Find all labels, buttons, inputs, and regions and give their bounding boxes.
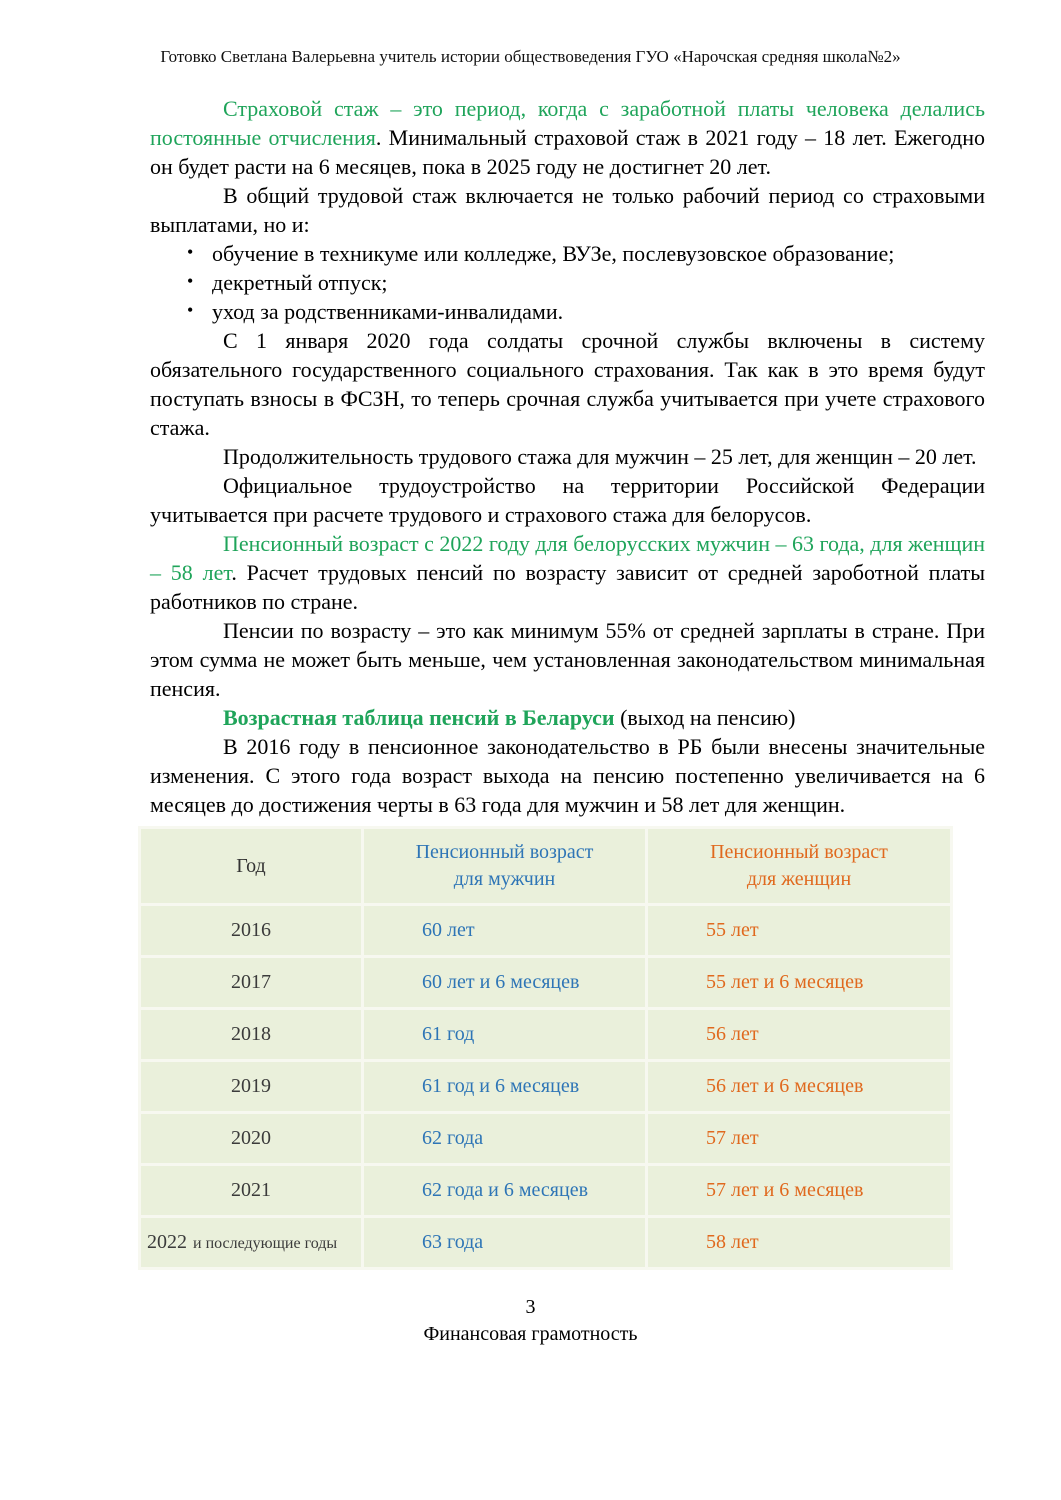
year-value: 2020 bbox=[231, 1127, 271, 1149]
paragraph-experience-duration: Продолжительность трудового стажа для мужчин – 25 лет, для женщин – 20 лет. bbox=[223, 444, 977, 469]
footer-title: Финансовая грамотность bbox=[423, 1323, 638, 1345]
year-cell bbox=[140, 1009, 363, 1061]
document-header: Готовко Светлана Валерьевна учитель истории обществоведения ГУО «Нарочская средняя школа№2» bbox=[160, 47, 901, 66]
paragraph-soldiers-insurance: С 1 января 2020 года солдаты срочной службы включены в систему обязательного государственного социального страхования. Так как в это время будут поступать взносы в ФСЗН, то теперь срочная служба учитывается при учете страхового стажа. bbox=[150, 328, 985, 440]
paragraph-pension-amount: Пенсии по возрасту – это как минимум 55% от средней зарплаты в стране. При этом сумма не может быть меньше, чем установленная законодательством минимальная пенсия. bbox=[150, 618, 985, 701]
year-cell bbox=[140, 1165, 363, 1217]
list-item bbox=[150, 297, 985, 326]
year-value: 2022 bbox=[147, 1230, 187, 1253]
list-item bbox=[150, 268, 985, 297]
women-age-cell: 55 лет bbox=[647, 905, 952, 957]
men-age-cell: 62 года и 6 месяцев bbox=[363, 1165, 647, 1217]
paragraph-work-experience-intro: В общий трудовой стаж включается не только рабочий период со страховыми выплатами, но и: bbox=[150, 183, 985, 237]
table-row bbox=[140, 1217, 952, 1269]
year-cell bbox=[140, 957, 363, 1009]
men-age-cell: 61 год bbox=[363, 1009, 647, 1061]
table-header-row bbox=[140, 828, 952, 905]
year-value: 2018 bbox=[231, 1023, 271, 1045]
year-cell bbox=[140, 1061, 363, 1113]
insurance-definition-highlight: Страховой стаж – это период, когда с заработной платы человека делались постоянные отчисления bbox=[150, 96, 985, 150]
men-age-cell: 63 года bbox=[363, 1217, 647, 1269]
pension-age-table bbox=[138, 826, 953, 1270]
bullet-icon: • bbox=[187, 271, 194, 291]
year-cell bbox=[140, 1217, 363, 1269]
column-header-men: Пенсионный возраст для мужчин bbox=[363, 828, 647, 905]
men-age-cell: 60 лет и 6 месяцев bbox=[363, 957, 647, 1009]
table-heading-title: Возрастная таблица пенсий в Беларуси bbox=[223, 705, 615, 730]
year-suffix: и последующие годы bbox=[193, 1234, 338, 1252]
paragraph-table-heading bbox=[150, 703, 985, 732]
table-row bbox=[140, 957, 952, 1009]
year-value: 2021 bbox=[231, 1179, 271, 1201]
pension-age-highlight: Пенсионный возраст с 2022 году для белорусских мужчин – 63 года, для женщин – 58 лет bbox=[150, 531, 985, 585]
list-item-text: декретный отпуск; bbox=[212, 270, 388, 295]
list-item bbox=[150, 239, 985, 268]
men-age-cell: 60 лет bbox=[363, 905, 647, 957]
insurance-definition-text: . Минимальный страховой стаж в 2021 году – 18 лет. Ежегодно он будет расти на 6 месяцев, пока в 2025 году не достигнет 20 лет. bbox=[150, 125, 985, 179]
table-row bbox=[140, 1061, 952, 1113]
document-body bbox=[147, 94, 986, 1270]
year-value: 2016 bbox=[231, 919, 271, 941]
paragraph-2016-changes: В 2016 году в пенсионное законодательство в РБ были внесены значительные изменения. С этого года возраст выхода на пенсию постепенно увеличивается на 6 месяцев до достижения черты в 63 года для мужчин и 58 лет для женщин. bbox=[150, 734, 985, 817]
list-item-text: обучение в техникуме или колледже, ВУЗе, послевузовское образование; bbox=[212, 241, 895, 266]
women-age-cell: 56 лет и 6 месяцев bbox=[647, 1061, 952, 1113]
list-item-text: уход за родственниками-инвалидами. bbox=[212, 299, 564, 324]
men-age-cell: 62 года bbox=[363, 1113, 647, 1165]
women-age-cell: 58 лет bbox=[647, 1217, 952, 1269]
women-age-cell: 56 лет bbox=[647, 1009, 952, 1061]
bullet-icon: • bbox=[187, 300, 194, 320]
women-age-cell: 57 лет bbox=[647, 1113, 952, 1165]
table-row bbox=[140, 1113, 952, 1165]
column-header-women: Пенсионный возраст для женщин bbox=[647, 828, 952, 905]
table-row bbox=[140, 1165, 952, 1217]
paragraph-russia-employment: Официальное трудоустройство на территории Российской Федерации учитывается при расчете трудового и страхового стажа для белорусов. bbox=[150, 473, 985, 527]
bullet-icon: • bbox=[187, 242, 194, 262]
pension-age-text: . Расчет трудовых пенсий по возрасту зависит от средней зароботной платы работников по стране. bbox=[150, 560, 986, 614]
work-experience-list bbox=[150, 239, 985, 326]
paragraph-pension-age bbox=[150, 529, 985, 616]
column-header-year: Год bbox=[140, 828, 363, 905]
year-cell bbox=[140, 905, 363, 957]
year-cell bbox=[140, 1113, 363, 1165]
year-value: 2017 bbox=[231, 971, 271, 993]
table-heading-note: (выход на пенсию) bbox=[614, 705, 796, 730]
women-age-cell: 57 лет и 6 месяцев bbox=[647, 1165, 952, 1217]
women-age-cell: 55 лет и 6 месяцев bbox=[647, 957, 952, 1009]
document-footer bbox=[0, 1294, 1061, 1348]
year-value: 2019 bbox=[231, 1075, 271, 1097]
table-row bbox=[140, 1009, 952, 1061]
page-number: 3 bbox=[525, 1296, 536, 1318]
paragraph-insurance-definition bbox=[150, 94, 985, 181]
table-row bbox=[140, 905, 952, 957]
men-age-cell: 61 год и 6 месяцев bbox=[363, 1061, 647, 1113]
